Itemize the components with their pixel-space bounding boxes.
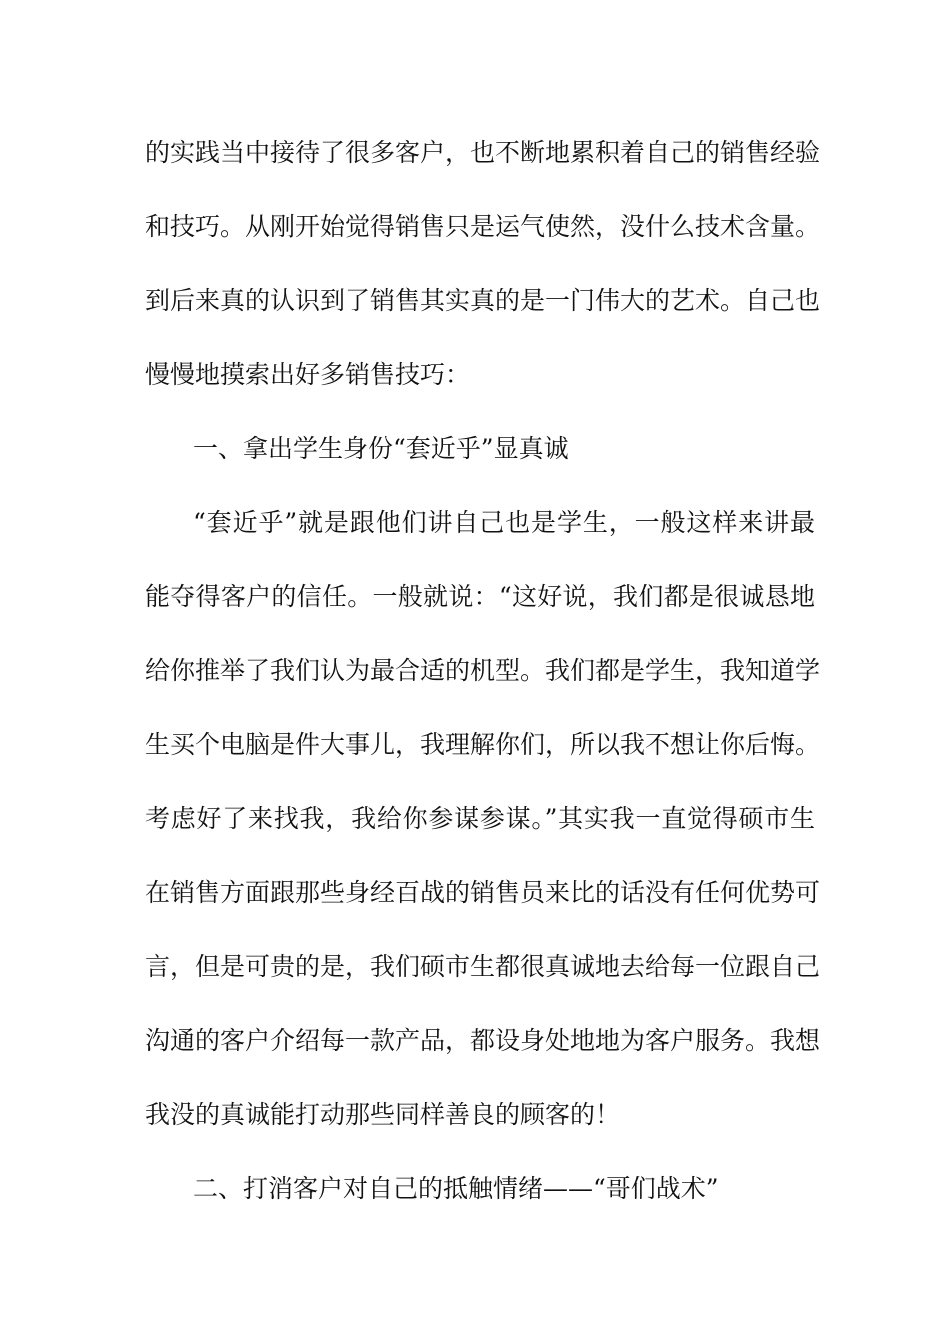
paragraph-line: 到后来真的认识到了销售其实真的是一门伟大的艺术。自己也	[145, 286, 821, 315]
paragraph-line: 慢慢地摸索出好多销售技巧：	[145, 360, 471, 389]
paragraph-line: 能夺得客户的信任。一般就说：“这好说，我们都是很诚恳地	[145, 582, 815, 611]
paragraph-line: 给你推举了我们认为最合适的机型。我们都是学生，我知道学	[145, 656, 821, 685]
paragraph-line: 生买个电脑是件大事儿，我理解你们，所以我不想让你后悔。	[145, 730, 821, 759]
paragraph-line: 在销售方面跟那些身经百战的销售员来比的话没有任何优势可	[145, 878, 821, 907]
paragraph-line: 和技巧。从刚开始觉得销售只是运气使然，没什么技术含量。	[145, 212, 821, 241]
paragraph-line: “套近乎”就是跟他们讲自己也是学生，一般这样来讲最	[193, 508, 815, 537]
document-body	[145, 128, 821, 1238]
section-heading-1: 一、拿出学生身份“套近乎”显真诚	[193, 434, 569, 463]
section-heading-2: 二、打消客户对自己的抵触情绪——“哥们战术”	[193, 1174, 719, 1203]
paragraph-line: 言，但是可贵的是，我们硕市生都很真诚地去给每一位跟自己	[145, 952, 821, 981]
paragraph-line: 的实践当中接待了很多客户，也不断地累积着自己的销售经验	[145, 138, 821, 167]
paragraph-line: 沟通的客户介绍每一款产品，都设身处地地为客户服务。我想	[145, 1026, 821, 1055]
paragraph-line: 我没的真诚能打动那些同样善良的顾客的！	[145, 1100, 621, 1129]
paragraph-line: 考虑好了来找我，我给你参谋参谋。”其实我一直觉得硕市生	[145, 804, 815, 833]
